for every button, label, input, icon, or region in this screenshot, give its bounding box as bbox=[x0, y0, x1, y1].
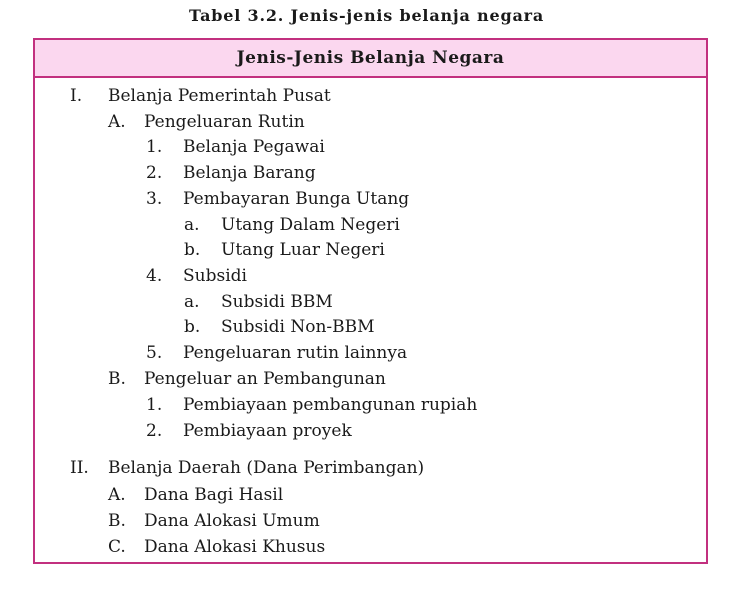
list-item-text: Subsidi Non-BBM bbox=[221, 317, 375, 337]
list-item-text: Dana Alokasi Umum bbox=[144, 511, 320, 531]
list-item-text: Dana Bagi Hasil bbox=[144, 485, 284, 505]
list-item-text: Pembiayaan pembangunan rupiah bbox=[183, 395, 478, 415]
list-item-marker: 1. bbox=[146, 395, 163, 415]
list-item-marker: A. bbox=[108, 112, 126, 132]
list-item-marker: a. bbox=[184, 215, 200, 235]
list-item-marker: A. bbox=[108, 485, 126, 505]
table-box bbox=[33, 38, 708, 564]
list-item-marker: b. bbox=[184, 317, 201, 337]
list-item-marker: I. bbox=[70, 86, 83, 106]
list-item-marker: B. bbox=[108, 511, 126, 531]
list-item-marker: 2. bbox=[146, 421, 163, 441]
list-item-text: Belanja Daerah (Dana Perimbangan) bbox=[108, 458, 425, 478]
list-item-marker: 1. bbox=[146, 137, 163, 157]
list-item-marker: II. bbox=[70, 458, 89, 478]
list-item-marker: 3. bbox=[146, 189, 163, 209]
list-item-text: Utang Dalam Negeri bbox=[221, 215, 400, 235]
list-item-text: Dana Alokasi Khusus bbox=[144, 537, 326, 557]
list-item-text: Subsidi bbox=[183, 266, 247, 286]
list-item-marker: a. bbox=[184, 292, 200, 312]
list-item-text: Pengeluaran Rutin bbox=[144, 112, 305, 132]
list-item-text: Belanja Barang bbox=[183, 163, 316, 183]
list-item-text: Pembiayaan proyek bbox=[183, 421, 352, 441]
list-item-text: Utang Luar Negeri bbox=[221, 240, 385, 260]
list-item-marker: 4. bbox=[146, 266, 163, 286]
table-header: Jenis-Jenis Belanja Negara bbox=[35, 40, 706, 78]
list-item-marker: b. bbox=[184, 240, 201, 260]
list-item-text: Belanja Pegawai bbox=[183, 137, 325, 157]
list-item-marker: 5. bbox=[146, 343, 163, 363]
table-caption: Tabel 3.2. Jenis-jenis belanja negara bbox=[188, 6, 545, 25]
list-item-text: Pengeluaran rutin lainnya bbox=[183, 343, 408, 363]
list-item-marker: C. bbox=[108, 537, 126, 557]
list-item-text: Belanja Pemerintah Pusat bbox=[108, 86, 331, 106]
list-item-marker: 2. bbox=[146, 163, 163, 183]
list-item-text: Pembayaran Bunga Utang bbox=[183, 189, 410, 209]
list-item-marker: B. bbox=[108, 369, 126, 389]
list-item-text: Pengeluar an Pembangunan bbox=[144, 369, 386, 389]
list-item-text: Subsidi BBM bbox=[221, 292, 333, 312]
